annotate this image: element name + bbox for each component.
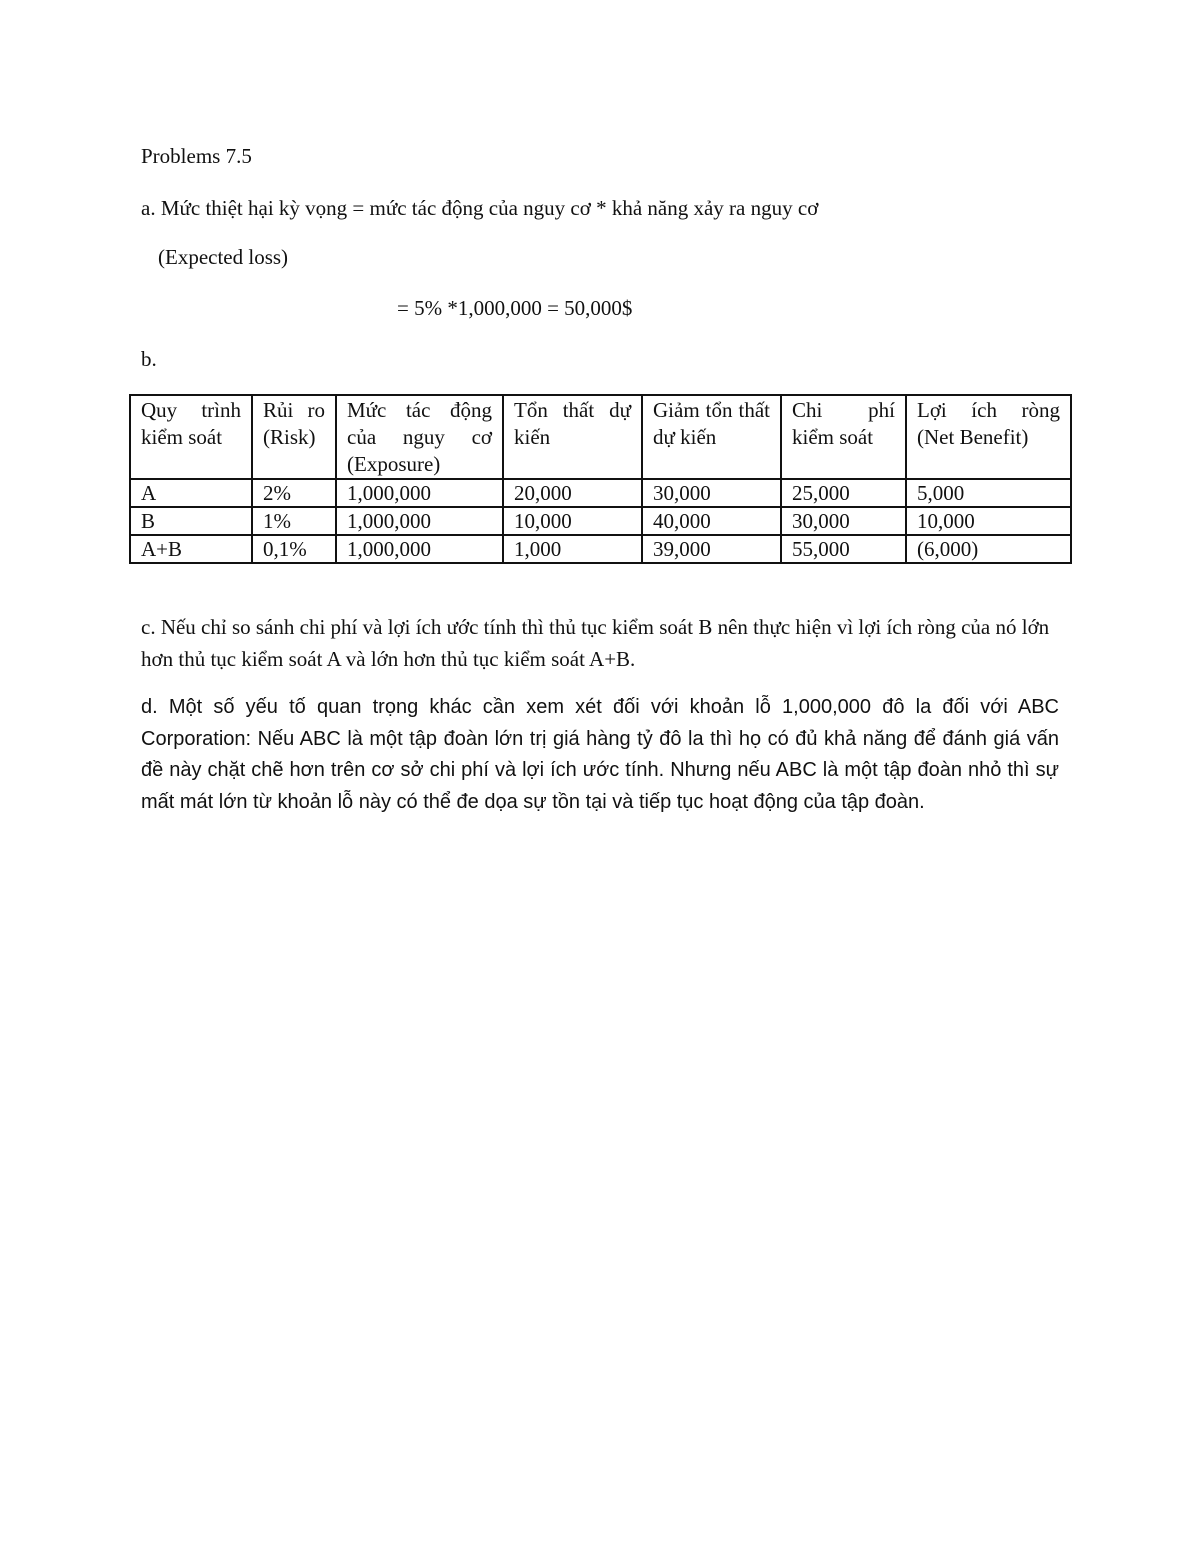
table-cell: 1,000,000 <box>336 479 503 507</box>
header-cell-control-procedure <box>130 395 252 479</box>
table-row <box>130 479 1071 507</box>
control-comparison-table <box>129 394 1072 564</box>
table-cell: B <box>130 507 252 535</box>
table-cell: 0,1% <box>252 535 336 563</box>
table-cell: 10,000 <box>503 507 642 535</box>
part-c-paragraph: c. Nếu chỉ so sánh chi phí và lợi ích ước tính thì thủ tục kiểm soát B nên thực hiện vì lợi ích ròng của nó lớn hơn thủ tục kiểm soát A và lớn hơn thủ tục kiểm soát A+B. <box>141 615 1050 671</box>
part-d-paragraph: d. Một số yếu tố quan trọng khác cần xem xét đối với khoản lỗ 1,000,000 đô la đối với ABC Corporation: Nếu ABC là một tập đoàn lớn trị giá hàng tỷ đô la thì họ có đủ khả năng để đánh giá vấn đề này chặt chẽ hơn trên cơ sở chi phí và lợi ích ước tính. Nhưng nếu ABC là một tập đoàn nhỏ thì sự mất mát lớn từ khoản lỗ này có thể đe dọa sự tồn tại và tiếp tục hoạt động của tập đoàn. <box>141 696 1059 813</box>
part-b-label: b. <box>141 347 157 371</box>
part-a-english-term: (Expected loss) <box>158 245 289 269</box>
header-label: Quy trình kiểm soát <box>141 398 241 449</box>
header-cell-expected-loss <box>503 395 642 479</box>
header-label: Lợi ích ròng (Net Benefit) <box>917 398 1060 449</box>
part-a-calculation: = 5% *1,000,000 = 50,000$ <box>397 296 633 320</box>
table-cell: 40,000 <box>642 507 781 535</box>
header-cell-net-benefit <box>906 395 1071 479</box>
table-cell: 25,000 <box>781 479 906 507</box>
table-cell: 1,000 <box>503 535 642 563</box>
header-label: Giảm tổn thất dự kiến <box>653 398 770 449</box>
table-cell: 20,000 <box>503 479 642 507</box>
table-cell: 5,000 <box>906 479 1071 507</box>
page-title: Problems 7.5 <box>141 144 252 168</box>
table-cell: A <box>130 479 252 507</box>
table-row <box>130 507 1071 535</box>
table-cell: A+B <box>130 535 252 563</box>
part-a-formula: a. Mức thiệt hại kỳ vọng = mức tác động của nguy cơ * khả năng xảy ra nguy cơ <box>141 196 819 220</box>
table-cell: 55,000 <box>781 535 906 563</box>
header-cell-risk <box>252 395 336 479</box>
header-label: Rủi ro (Risk) <box>263 398 325 449</box>
header-label: Chi phí kiểm soát <box>792 398 895 449</box>
table-row <box>130 535 1071 563</box>
table-cell: 1,000,000 <box>336 507 503 535</box>
header-cell-exposure <box>336 395 503 479</box>
header-label: Mức tác động của nguy cơ (Exposure) <box>347 398 492 476</box>
table-cell: (6,000) <box>906 535 1071 563</box>
header-cell-loss-reduction <box>642 395 781 479</box>
table-cell: 2% <box>252 479 336 507</box>
table-cell: 39,000 <box>642 535 781 563</box>
table-header-row <box>130 395 1071 479</box>
table-cell: 10,000 <box>906 507 1071 535</box>
header-label: Tổn thất dự kiến <box>514 398 631 449</box>
header-cell-control-cost <box>781 395 906 479</box>
table-cell: 1,000,000 <box>336 535 503 563</box>
table-cell: 30,000 <box>781 507 906 535</box>
table-cell: 30,000 <box>642 479 781 507</box>
table-cell: 1% <box>252 507 336 535</box>
